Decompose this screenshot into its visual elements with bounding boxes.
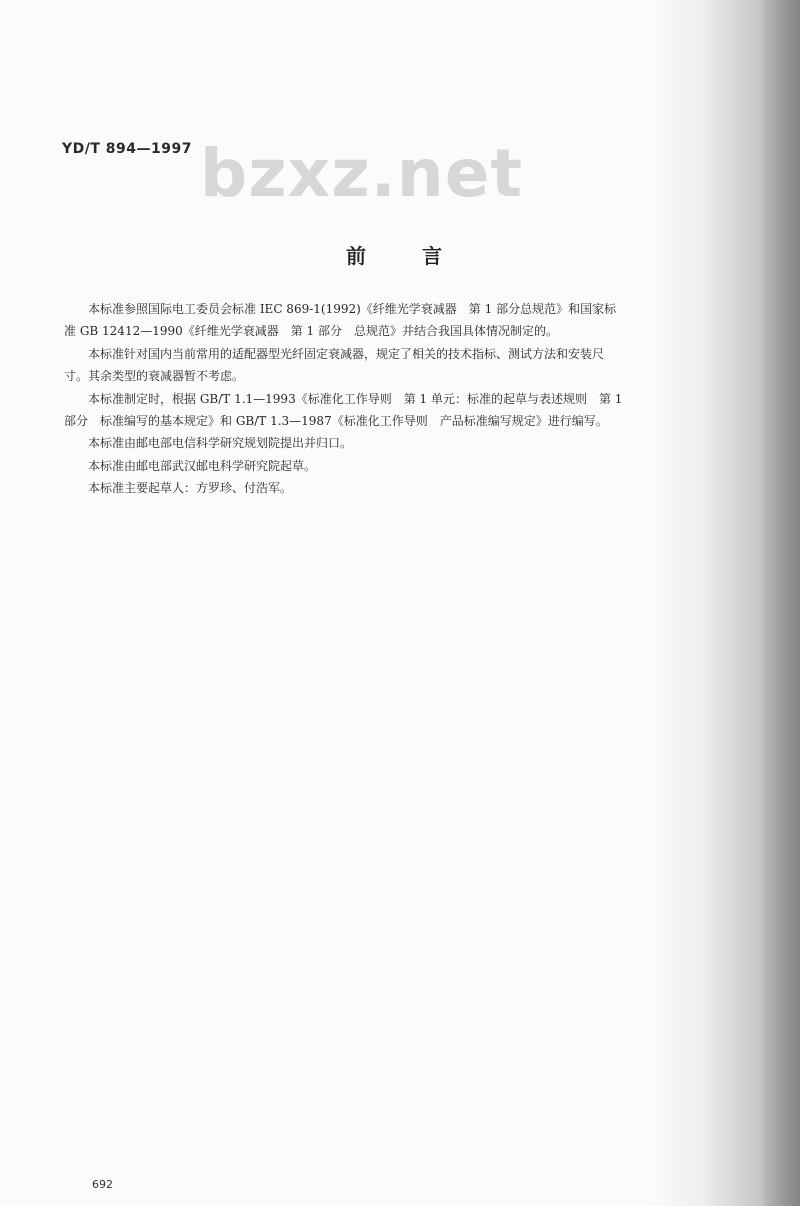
standard-code: YD/T 894—1997: [62, 141, 192, 157]
paragraph-1-line-1: 本标准参照国际电工委员会标准 IEC 869-1(1992)《纤维光学衰减器 第 1 部分总规范》和国家标: [88, 302, 617, 316]
paragraph-2-line-2: 寸。其余类型的衰减器暂不考虑。: [64, 369, 245, 384]
paragraph-4: 本标准由邮电部电信科学研究规划院提出并归口。: [88, 436, 353, 451]
paragraph-6: 本标准主要起草人：方罗珍、付浩军。: [88, 481, 293, 496]
page-title: 前言: [346, 244, 498, 268]
paragraph-2-line-1: 本标准针对国内当前常用的适配器型光纤固定衰减器，规定了相关的技术指标、测试方法和安装尺: [88, 346, 605, 361]
paragraph-3-line-1: 本标准制定时，根据 GB/T 1.1—1993《标准化工作导则 第 1 单元：标准的起草与表述规则 第 1: [88, 391, 623, 406]
watermark: bzxz.net: [200, 135, 524, 212]
scan-edge-binding: [764, 0, 800, 1206]
paragraph-3-line-2: 部分 标准编写的基本规定》和 GB/T 1.3—1987《标准化工作导则 产品标准编写规定》进行编写。: [64, 414, 608, 429]
paragraph-5: 本标准由邮电部武汉邮电科学研究院起草。: [88, 458, 317, 473]
paragraph-1-line-2: 准 GB 12412—1990《纤维光学衰减器 第 1 部分 总规范》并结合我国具体情况制定的。: [64, 324, 559, 339]
page-number: 692: [92, 1178, 113, 1191]
foreword-body: [64, 298, 752, 500]
